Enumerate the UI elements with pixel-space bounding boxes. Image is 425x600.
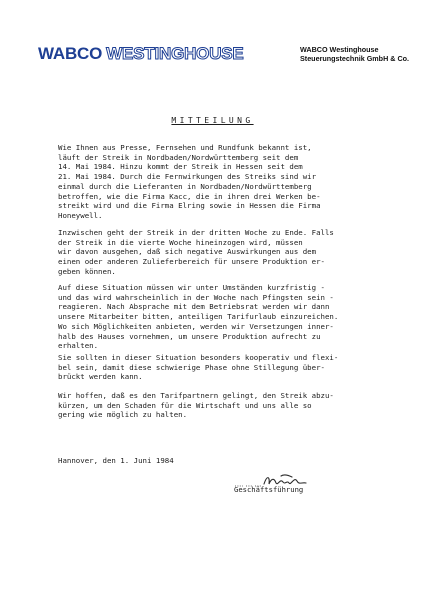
text-line: läuft der Streik in Nordbaden/Nordwürttemberg seit dem: [58, 152, 299, 162]
paragraph-cooperation: [58, 353, 398, 382]
signature-label: Geschäftsführung: [234, 485, 304, 494]
document-title: MITTEILUNG: [171, 116, 254, 125]
text-line: bel sein, damit diese schwierige Phase ohne Stillegung über-: [58, 362, 325, 372]
company-subtitle: Steuerungstechnik GmbH & Co.: [300, 53, 410, 63]
paragraph-strike-situation: [58, 143, 398, 221]
text-line: unsere Mitarbeiter bitten, anteiligen Tarifurlaub einzureichen.: [58, 312, 339, 322]
text-line: streikt wird und die Firma Elring sowie in Hessen die Firma: [58, 201, 321, 211]
text-line: Wo sich Möglichkeiten anbieten, werden wir Versetzungen inner-: [58, 321, 334, 331]
text-line: reagieren. Nach Absprache mit dem Betriebsrat werden wir dann: [58, 302, 330, 312]
wabco-westinghouse-logo: [38, 45, 244, 63]
paragraph-reaction: [58, 283, 398, 351]
text-line: erhalten.: [58, 341, 99, 351]
text-line: 14. Mai 1984. Hinzu kommt der Streik in Hessen seit dem: [58, 162, 303, 172]
text-line: gering wie möglich zu halten.: [58, 410, 188, 420]
text-line: einen oder anderen Zulieferbereich für unsere Produktion er-: [58, 257, 325, 267]
text-line: der Streik in die vierte Woche hineinzogen wird, müssen: [58, 237, 303, 247]
paragraph-third-week: [58, 228, 398, 277]
logo-westinghouse-text: WESTINGHOUSE: [106, 44, 244, 63]
text-line: brückt werden kann.: [58, 372, 143, 382]
text-line: einmal durch die Lieferanten in Nordbaden/Nordwürttemberg: [58, 181, 312, 191]
text-line: 21. Mai 1984. Durch die Fernwirkungen des Streiks sind wir: [58, 172, 317, 182]
text-line: geben können.: [58, 266, 116, 276]
text-line: wir davon ausgehen, daß sich negative Auswirkungen aus dem: [58, 247, 317, 257]
company-name: WABCO Westinghouse: [300, 45, 379, 54]
text-line: Inzwischen geht der Streik in der dritten Woche zu Ende. Falls: [58, 228, 334, 237]
place-and-date: Hannover, den 1. Juni 1984: [58, 456, 174, 465]
paragraph-hope: [58, 391, 398, 420]
text-line: Honeywell.: [58, 210, 103, 220]
text-line: kürzen, um den Schaden für die Wirtschaft und uns alle so: [58, 400, 312, 410]
text-line: Wie Ihnen aus Presse, Fernsehen und Rundfunk bekannt ist,: [58, 143, 312, 152]
company-address-block: [300, 46, 409, 63]
text-line: Auf diese Situation müssen wir unter Umständen kurzfristig -: [58, 283, 325, 292]
logo-wabco-text: WABCO: [38, 44, 103, 63]
text-line: Wir hoffen, daß es den Tarifpartnern gelingt, den Streik abzu-: [58, 391, 334, 400]
text-line: und das wird wahrscheinlich in der Woche nach Pfingsten sein -: [58, 292, 334, 302]
text-line: halb des Hauses vornehmen, um unsere Produktion aufrecht zu: [58, 331, 321, 341]
text-line: Sie sollten in dieser Situation besonders kooperativ und flexi-: [58, 353, 339, 362]
text-line: betroffen, wie die Firma Kacc, die in ihren drei Werken be-: [58, 191, 321, 201]
